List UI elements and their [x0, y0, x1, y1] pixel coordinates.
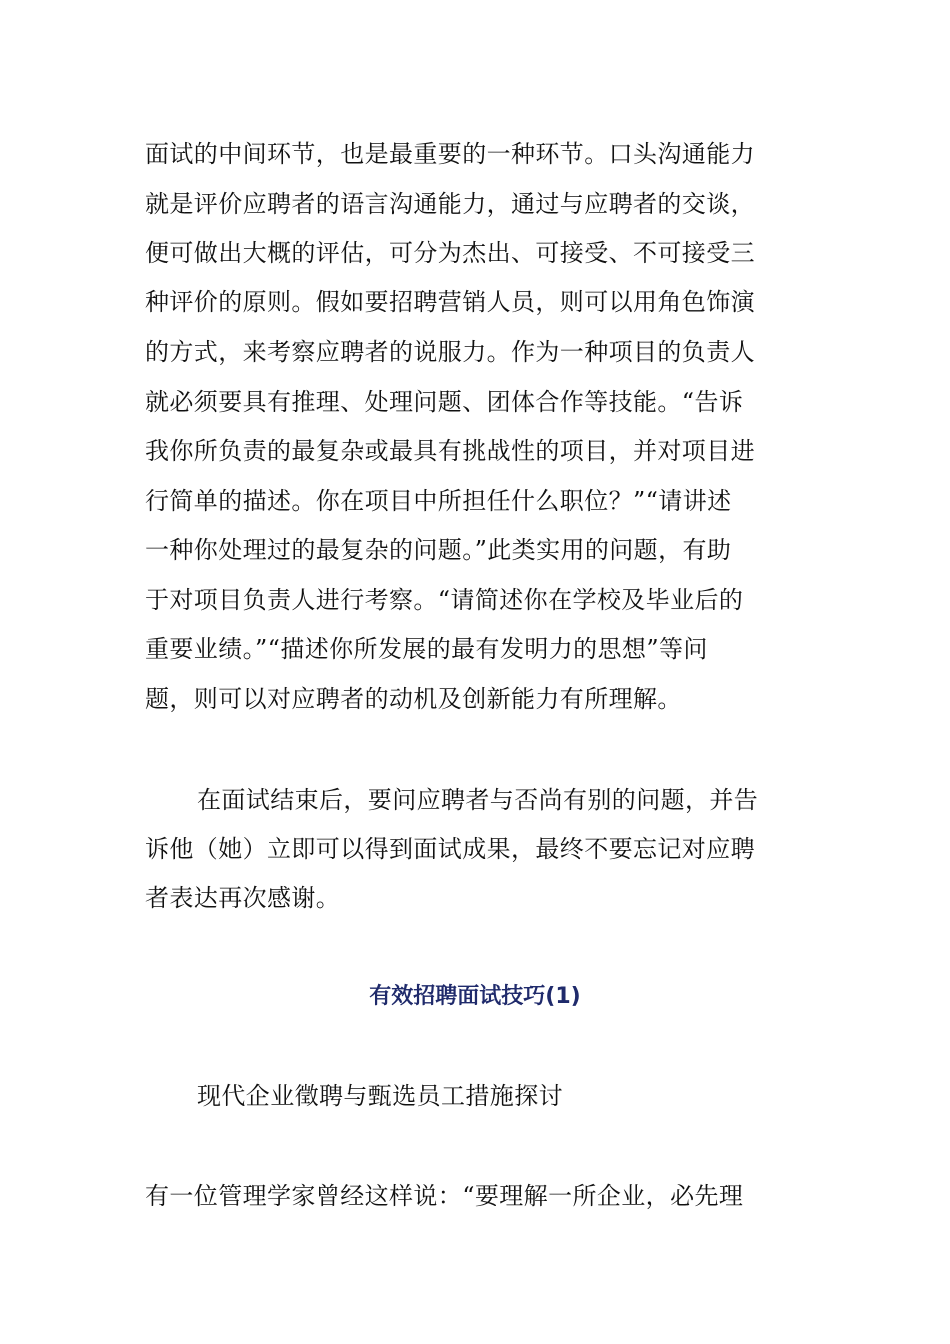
paragraph-line: 我你所负责的最复杂或最具有挑战性的项目，并对项目进 [145, 437, 755, 465]
paragraph-line: 在面试结束后，要问应聘者与否尚有别的问题，并告 [197, 786, 759, 814]
paragraph-line: 就是评价应聘者的语言沟通能力，通过与应聘者的交谈， [145, 190, 755, 218]
paragraph-line: 面试的中间环节，也是最重要的一种环节。口头沟通能力 [145, 140, 755, 168]
paragraph-line: 就必须要具有推理、处理问题、团体合作等技能。“告诉 [145, 388, 744, 416]
paragraph-line: 便可做出大概的评估，可分为杰出、可接受、不可接受三 [145, 239, 755, 267]
paragraph-line: 诉他（她）立即可以得到面试成果，最终不要忘记对应聘 [145, 835, 755, 863]
paragraph-line: 有一位管理学家曾经这样说：“要理解一所企业，必先理 [145, 1182, 744, 1210]
paragraph-line: 的方式，来考察应聘者的说服力。作为一种项目的负责人 [145, 338, 755, 366]
paragraph-line: 一种你处理过的最复杂的问题。”此类实用的问题，有助 [145, 536, 732, 564]
section-heading: 有效招聘面试技巧(1) [369, 984, 581, 1009]
paragraph-line: 行简单的描述。你在项目中所担任什么职位？”“请讲述 [145, 487, 732, 515]
paragraph-line: 于对项目负责人进行考察。“请简述你在学校及毕业后的 [145, 586, 744, 614]
paragraph-line: 种评价的原则。假如要招聘营销人员，则可以用角色饰演 [145, 288, 755, 316]
paragraph-line: 题，则可以对应聘者的动机及创新能力有所理解。 [145, 685, 682, 713]
paragraph-line: 重要业绩。”“描述你所发展的最有发明力的思想”等问 [145, 635, 708, 663]
paragraph-line: 者表达再次感谢。 [145, 884, 341, 912]
subtitle: 现代企业徵聘与甄选员工措施探讨 [197, 1082, 563, 1110]
